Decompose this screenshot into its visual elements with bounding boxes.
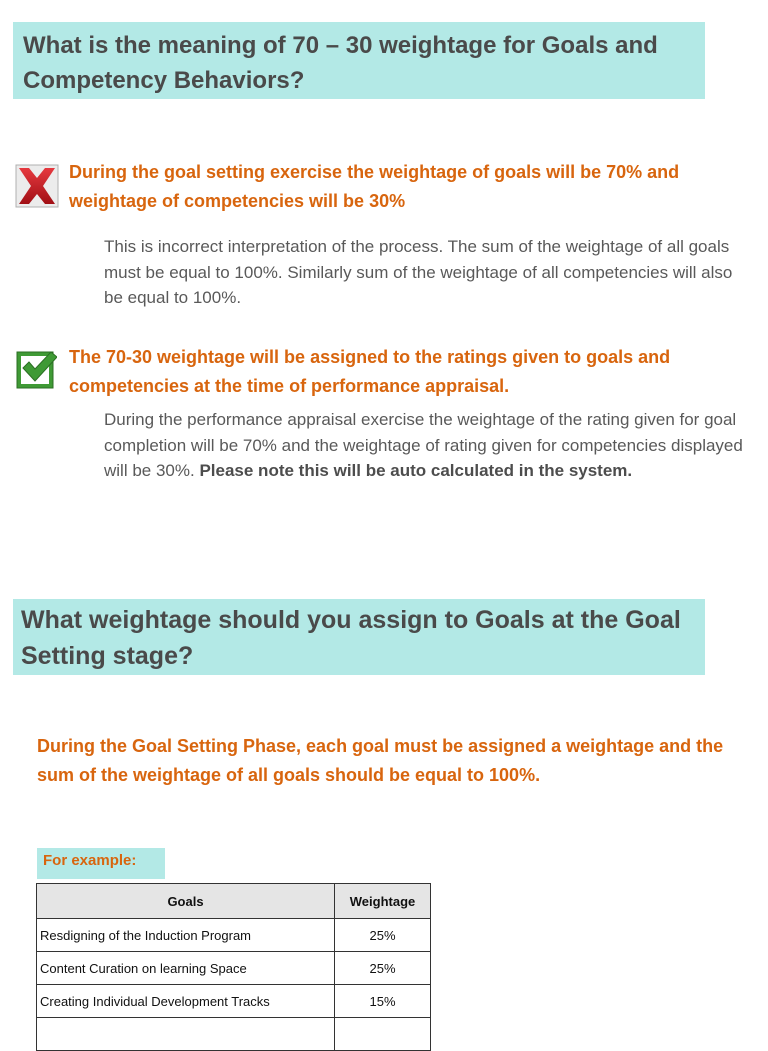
table-row — [37, 985, 431, 1018]
table-row — [37, 1018, 431, 1051]
table-row — [37, 919, 431, 952]
weightage-cell — [335, 1018, 431, 1051]
table-header-row — [37, 884, 431, 919]
weightage-cell: 15% — [335, 985, 431, 1018]
correct-explanation-text: During the performance appraisal exercise the weightage of the rating given for goal completion will be 70% and the weightage of rating given for competencies displayed will be 30%. — [104, 410, 743, 480]
section1-heading: What is the meaning of 70 – 30 weightage for Goals and Competency Behaviors? — [13, 22, 705, 99]
weightage-cell: 25% — [335, 919, 431, 952]
correct-explanation — [104, 407, 744, 484]
incorrect-explanation: This is incorrect interpretation of the process. The sum of the weightage of all goals must be equal to 100%. Similarly sum of the weightage of all competencies will also be equal to 100%. — [104, 237, 733, 307]
goals-weightage-table — [36, 883, 431, 1051]
check-mark-icon — [15, 348, 57, 390]
table-row — [37, 952, 431, 985]
auto-calculated-note: Please note this will be auto calculated in the system. — [199, 461, 633, 480]
goal-setting-statement: During the Goal Setting Phase, each goal must be assigned a weightage and the sum of the weightage of all goals should be equal to 100%. — [37, 736, 724, 785]
goal-cell — [37, 1018, 335, 1051]
column-header-weightage: Weightage — [335, 884, 431, 919]
goal-cell: Content Curation on learning Space — [37, 952, 335, 985]
goal-cell: Creating Individual Development Tracks — [37, 985, 335, 1018]
section2-heading: What weightage should you assign to Goals at the Goal Setting stage? — [13, 599, 705, 675]
x-mark-icon — [15, 164, 59, 208]
example-label: For example: — [37, 848, 165, 879]
correct-claim: The 70-30 weightage will be assigned to the ratings given to goals and competencies at the time of performance appraisal. — [69, 347, 671, 396]
incorrect-claim: During the goal setting exercise the weightage of goals will be 70% and weightage of competencies will be 30% — [69, 162, 680, 211]
column-header-goals: Goals — [37, 884, 335, 919]
weightage-cell: 25% — [335, 952, 431, 985]
goal-cell: Resdigning of the Induction Program — [37, 919, 335, 952]
